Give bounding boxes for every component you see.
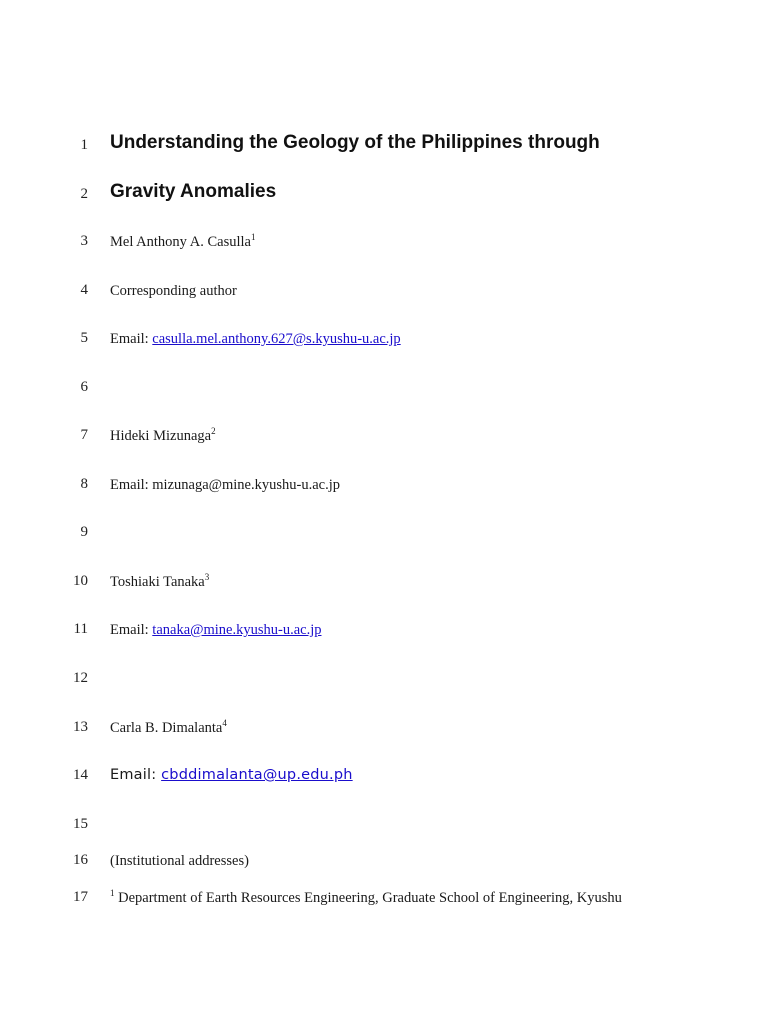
email-line: [110, 767, 353, 783]
line-number: 14: [73, 767, 88, 783]
line-2: [0, 181, 768, 211]
affiliation-marker: 2: [211, 426, 216, 437]
line-16: [0, 852, 768, 882]
email-label: Email:: [110, 767, 162, 783]
line-3: [0, 233, 768, 263]
line-number: 13: [73, 719, 88, 735]
email-line: [110, 622, 321, 639]
email-label: Email:: [110, 331, 153, 347]
line-8: [0, 476, 768, 506]
line-9: [0, 524, 768, 554]
line-number: 3: [80, 233, 88, 249]
line-6: [0, 379, 768, 409]
email-link[interactable]: cbddimalanta@up.edu.ph: [161, 767, 353, 783]
paper-title-line-2: Gravity Anomalies: [110, 181, 277, 202]
line-number: 4: [80, 282, 88, 298]
line-number: 2: [80, 186, 88, 202]
email-label: Email:: [110, 622, 153, 638]
line-10: [0, 573, 768, 603]
line-15: [0, 816, 768, 846]
email-link[interactable]: casulla.mel.anthony.627@s.kyushu-u.ac.jp: [152, 331, 401, 347]
line-number: 15: [73, 816, 88, 832]
line-number: 10: [73, 573, 88, 589]
line-4: [0, 282, 768, 312]
author-name: [110, 234, 255, 251]
line-number: 9: [80, 524, 88, 540]
line-1: [0, 132, 768, 162]
line-number: 12: [73, 670, 88, 686]
author-name: [110, 428, 216, 445]
line-17: [0, 889, 768, 919]
line-11: [0, 621, 768, 651]
author-name-text: Carla B. Dimalanta: [110, 720, 223, 736]
affiliation-marker: 4: [222, 718, 227, 729]
institutional-addresses-heading: (Institutional addresses): [110, 853, 249, 869]
line-number: 8: [80, 476, 88, 492]
affiliation-line: [110, 890, 622, 907]
line-14: [0, 767, 768, 797]
paper-title-line-1: Understanding the Geology of the Philippines through: [110, 132, 600, 153]
line-number: 7: [80, 427, 88, 443]
affiliation-marker: 3: [204, 572, 210, 583]
line-number: 17: [73, 889, 88, 905]
email-line: Email: mizunaga@mine.kyushu-u.ac.jp: [110, 477, 340, 493]
email-line: [110, 331, 401, 348]
affiliation-text: Department of Earth Resources Engineering, Graduate School of Engineering, Kyushu: [114, 890, 622, 906]
line-number: 6: [80, 379, 88, 395]
author-name-text: Mel Anthony A. Casulla: [110, 234, 251, 250]
author-name: [110, 574, 209, 591]
line-12: [0, 670, 768, 700]
line-number: 1: [80, 137, 88, 153]
line-5: [0, 330, 768, 360]
affiliation-marker: 1: [250, 232, 256, 243]
line-number: 16: [73, 852, 88, 868]
line-number: 5: [80, 330, 88, 346]
affiliation-marker: 1: [110, 888, 115, 899]
line-number: 11: [73, 621, 88, 637]
line-7: [0, 427, 768, 457]
line-13: [0, 719, 768, 749]
author-name-text: Toshiaki Tanaka: [110, 574, 205, 590]
author-name: [110, 720, 227, 737]
corresponding-author-label: Corresponding author: [110, 283, 237, 299]
author-name-text: Hideki Mizunaga: [110, 428, 212, 444]
email-link[interactable]: tanaka@mine.kyushu-u.ac.jp: [152, 622, 322, 638]
